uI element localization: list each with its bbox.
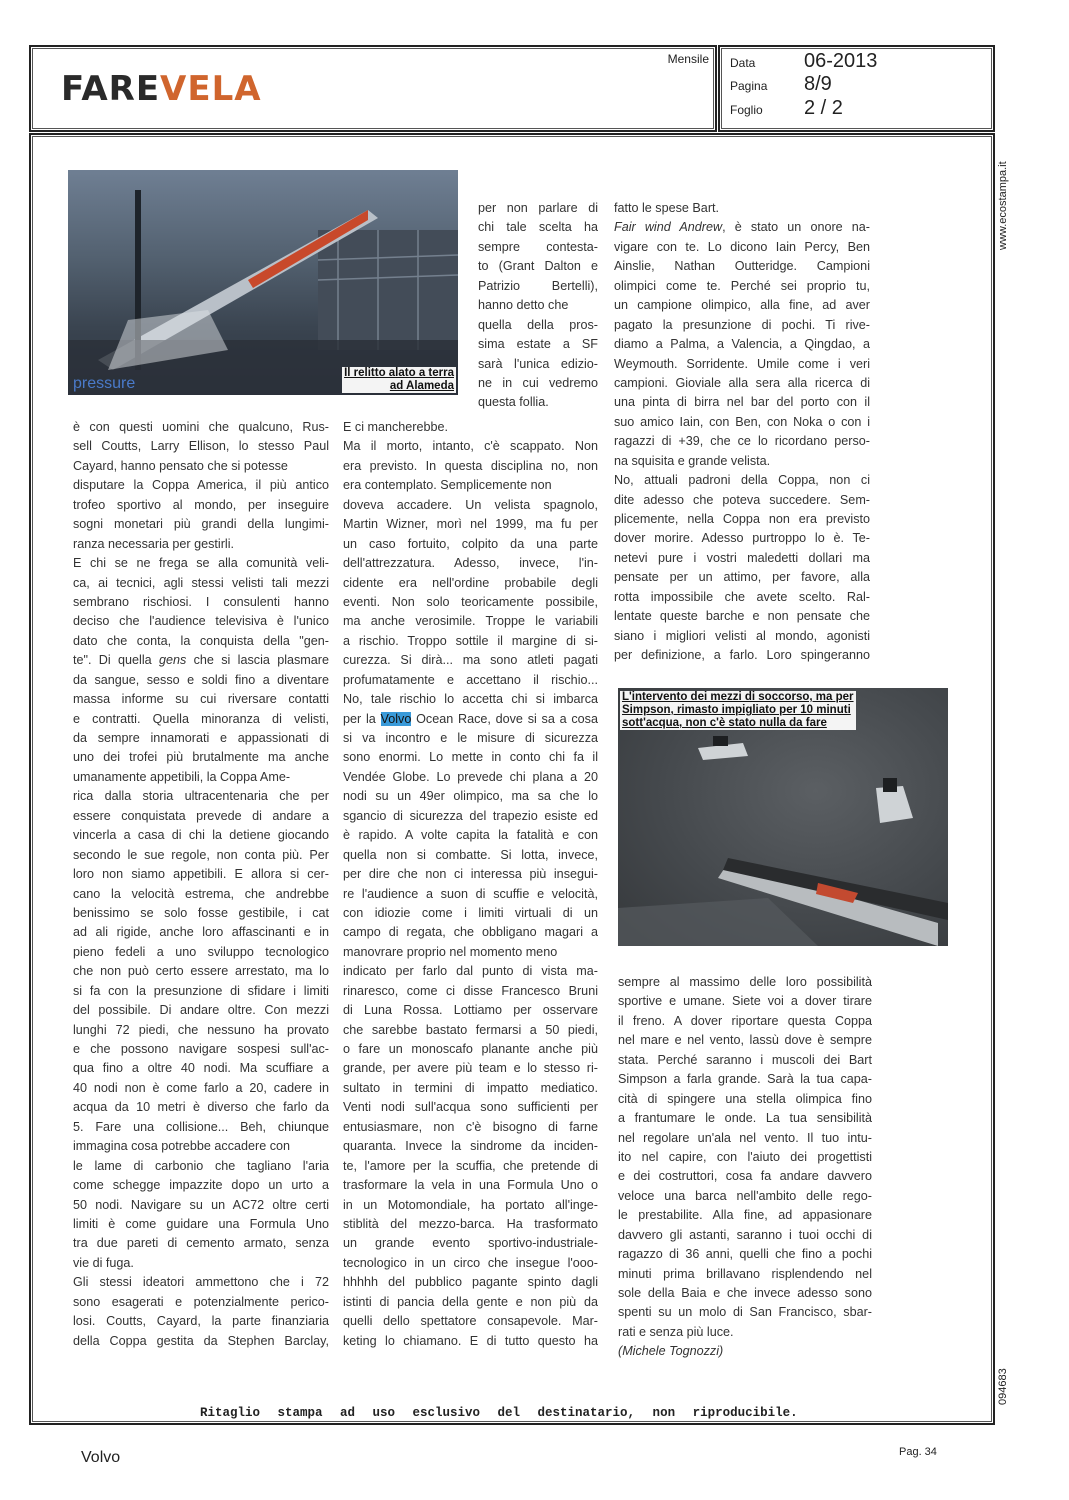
article-column-3	[618, 973, 872, 1362]
text-line: eventi. Non solo teoricamente possibile,	[343, 594, 598, 609]
text-line: No, attuali padroni della Coppa, non ci	[614, 473, 870, 488]
text-line: losi. Coutts, Cayard, la parte finanziaria	[73, 1314, 329, 1329]
text-line: ragazzi di +39, che ce lo ricordano perso-	[614, 434, 870, 449]
text-line: plicemente, nella Coppa non era previsto	[614, 512, 870, 526]
photo-wrecked-wing-graphic	[68, 170, 458, 395]
text-line: il freno. A dover riportare questa Coppa	[618, 1013, 872, 1028]
sheet-row	[730, 97, 843, 119]
text-line: Martin Wizner, morì nel 1999, ma fu per	[343, 517, 598, 532]
text-line: un campione olimpico, alla fine, ad aver	[614, 298, 870, 313]
text-line: Cayard, hanno pensato che si potesse	[73, 458, 288, 473]
text-line: un caso fortuito, colpito da una parte	[343, 536, 598, 551]
text-line: a rischio. Troppo sottile il margine di si-	[343, 633, 598, 648]
date-value: 06-2013	[804, 50, 878, 72]
text-line: e dei costruttori, cosa fa andare davvero	[618, 1169, 872, 1184]
frequency-label: Mensile	[667, 52, 709, 66]
farevela-logo	[61, 69, 262, 109]
page-label: Pagina	[730, 79, 768, 93]
date-row	[730, 50, 878, 72]
text-line: benissimo se solo fosse gestibile, i cat	[73, 905, 329, 920]
text-line: rotta impossibile che avete scelto. Ral-	[614, 589, 870, 604]
text-line: quelli dello spettatore consapevole. Mar-	[343, 1314, 598, 1329]
text-line: si va incontro e le misure di sicurezza	[343, 731, 598, 745]
text-line: massa informe su cui riversare contatti	[73, 692, 329, 707]
text-line: nel mare e nel vento, lassù dove è sempre	[618, 1033, 872, 1048]
text-line: sole della Baia e che invece adesso sono	[618, 1286, 872, 1300]
text-line: E chi se ne frega se alla comunità veli-	[73, 556, 329, 571]
text-line: che sarebbe bastato fermarsi a 50 piedi,	[343, 1022, 598, 1037]
text-line: è rapido. A volte capita la fatalità e con	[343, 828, 598, 843]
text-line: ma anche verosimile. Troppe le variabili	[343, 614, 598, 629]
issue-info-box	[718, 45, 995, 132]
text-line: sono enormi. Lo mette in conto chi fa il	[343, 750, 598, 765]
article-column-1	[73, 418, 329, 1351]
text-line: della Coppa gestita da Stephen Barclay,	[73, 1333, 329, 1348]
text-line: minuti prima brillavano risplendendo nel	[618, 1266, 872, 1281]
text-line: entusiasmare, non c'è bisogno di farne	[343, 1119, 598, 1134]
text-line: tra due pareti di cemento armato, senza	[73, 1236, 329, 1251]
text-line: ad ali rigide, anche loro affascinanti e in	[73, 925, 329, 940]
text-line: davvero gli astanti, saranno i tuoi occhi di	[618, 1227, 872, 1242]
text-line: sgancio di sicurezza del trapezio esiste ed	[343, 808, 598, 823]
text-line: ne in cui vedremo	[478, 375, 598, 390]
text-line: o fare un monoscafo planante anche più	[343, 1042, 598, 1056]
text-line: che non può certo essere arrestato, ma lo	[73, 964, 329, 979]
text-line: nodi su un 49er olimpico, ma sa che lo	[343, 789, 598, 804]
text-line: e contratti. Quella minoranza di velisti,	[73, 711, 329, 726]
text-line: keting lo chiamano. E di tutto questo ha	[343, 1333, 598, 1348]
text-segment: che si lascia plasmare	[186, 653, 329, 668]
text-line: stata. Perché saranno i muscoli dei Bart	[618, 1052, 872, 1067]
text-line: suo amico Iain, con Ben, con Noka o con i	[614, 414, 870, 429]
text-line: Simpson a farla grande. Sarà la tua capa-	[618, 1072, 872, 1087]
text-line: a frantumare le onde. La tua sensibilità	[618, 1111, 872, 1126]
text-line: in un Motomondiale, ha portato all'inge-	[343, 1197, 598, 1212]
caption-line: Simpson, rimasto impigliato per 10 minuti	[622, 704, 851, 716]
text-line: sono esagerati e potenzialmente perico-	[73, 1294, 329, 1309]
text-line: na squisita e grande velista.	[614, 453, 771, 468]
text-line: campioni. Gioviale alla sera alla ricerca di	[614, 375, 870, 390]
text-line: Vendée Globe. Lo prevede chi plana a 20	[343, 769, 598, 784]
website-vertical: www.ecostampa.it	[997, 161, 1009, 250]
photo-wrecked-wing	[68, 170, 458, 395]
text-line: sima estate a SF	[478, 337, 598, 352]
reproduction-notice: Ritaglio stampa ad uso esclusivo del destinatario, non riproducibile.	[200, 1406, 798, 1420]
text-line: sell Coutts, Larry Ellison, lo stesso Paul	[73, 439, 329, 454]
text-line: pensate per un attimo, per favore, alla	[614, 570, 870, 585]
text-line: sempre al massimo delle loro possibilità	[618, 975, 872, 989]
text-line: No, tale rischio lo accetta chi si imbarca	[343, 692, 598, 707]
text-line: da sangue, sesso e soldi fino a diventare	[73, 672, 329, 687]
text-line: cidente era nell'ordine probabile degli	[343, 575, 598, 590]
article-column-2-top	[478, 199, 598, 413]
text-line: le prestabilite. Alla fine, ad appasionare	[618, 1208, 872, 1223]
text-line: rinaresco, come ci disse Francesco Bruni	[343, 983, 598, 998]
page-value: 8/9	[804, 73, 832, 95]
text-line: sempre contesta-	[478, 239, 598, 254]
text-line: siano i migliori velisti al mondo, agonisti	[614, 628, 870, 643]
text-line: Gli stessi ideatori ammettono che i 72	[73, 1275, 329, 1290]
text-line: per definizione, a farlo. Loro spingeranno	[614, 648, 870, 663]
text-line	[614, 218, 870, 237]
masthead-box	[29, 45, 717, 132]
italic-text: (Michele Tognozzi)	[618, 1344, 724, 1359]
text-line	[343, 710, 598, 729]
text-line: Ainslie, Nathan Outteridge. Campioni	[614, 259, 870, 274]
text-line: hhhhh del pubblico pagante spinto dagli	[343, 1275, 598, 1290]
text-line: una pinta di birra nel bar del porto con il	[614, 395, 870, 410]
text-line: campo di regata, che obbligano magari a	[343, 925, 598, 940]
caption-line: Il relitto alato a terra	[344, 367, 454, 379]
text-line: vie di fuga.	[73, 1255, 134, 1270]
text-line: 5. Fare una collisione... Beh, chiunque	[73, 1119, 329, 1134]
text-line: era contemplato. Semplicemente non	[343, 478, 552, 493]
text-line: umanamente appetibili, la Coppa Ame-	[73, 769, 291, 784]
text-line	[73, 651, 329, 670]
text-line: ito nel capire, con l'aiuto dei progettisti	[618, 1149, 872, 1164]
text-line: re l'audience a suon di scuffie e velocità,	[343, 886, 598, 901]
text-line: da sempre innamorati e appassionati di	[73, 731, 329, 745]
text-line: per dire che non ci interessa più insegui-	[343, 867, 598, 882]
text-line: lunghi 72 piedi, che nessuno ha provato	[73, 1022, 329, 1037]
text-line: indicato per farlo dal punto di vista ma-	[343, 964, 598, 979]
text-line: era previsto. In questa disciplina no, non	[343, 458, 598, 473]
text-line: curezza. Si dirà... ma sono atleti pagati	[343, 653, 598, 668]
text-line: Venti nodi sull'acqua sono sufficienti per	[343, 1100, 598, 1115]
text-line: tecnologico in un circo che insegue l'ooo-	[343, 1255, 598, 1270]
date-label: Data	[730, 56, 756, 70]
text-line: doveva accadere. Un velista spagnolo,	[343, 497, 598, 512]
text-line: stiblità del mezzo-barca. Ha trasformato	[343, 1216, 598, 1231]
text-line: trofeo sportivo al mondo, per inseguire	[73, 497, 329, 512]
page-row	[730, 73, 832, 95]
text-line: e che possono navigare sospesi sull'ac-	[73, 1042, 329, 1056]
text-line: Patrizio Bertelli),	[478, 278, 598, 293]
text-line: per non parlare di	[478, 201, 598, 215]
italic-text: gens	[158, 653, 187, 668]
text-line	[618, 1342, 872, 1361]
text-line: cità di spingere una stella olimpica fino	[618, 1091, 872, 1106]
article-column-3-top	[614, 199, 870, 666]
text-line: to (Grant Dalton e	[478, 259, 598, 274]
text-line: ranza necessaria per gestirli.	[73, 536, 234, 551]
text-line: uno dei trofei più brutalmente ma anche	[73, 750, 329, 765]
text-line: quella non si combatte. Si lotta, invece,	[343, 847, 598, 862]
text-segment: te". Di quella	[73, 653, 159, 668]
article-column-2	[343, 418, 598, 1351]
text-segment: per la	[343, 711, 381, 726]
text-line: hanno detto che	[478, 298, 569, 313]
text-line: Ma il morto, intanto, c'è scappato. Non	[343, 439, 598, 454]
text-line: pieno fedeli a uno sviluppo tecnologico	[73, 944, 329, 959]
text-line: lentate queste barche e non pensate che	[614, 609, 870, 624]
text-line: olimpici come te. Perché sei proprio tu,	[614, 278, 870, 293]
text-line: dite adesso che poteva succedere. Sem-	[614, 492, 870, 507]
text-line: con idiozie come i limiti virtuali di un	[343, 905, 598, 920]
photo2-caption	[620, 691, 856, 730]
text-line: veloce una barca nell'ambito delle rego-	[618, 1188, 872, 1203]
photo1-caption	[342, 367, 456, 393]
text-line: un grande evento sportivo-industriale-	[343, 1236, 598, 1251]
text-line: pagato la presunzione di pochi. Ti rive-	[614, 317, 870, 332]
text-line: si fa con la presunzione di sfidare i limiti	[73, 983, 329, 998]
text-line: qua fino a oltre 40 nodi. Ma scuffiare a	[73, 1061, 329, 1076]
text-line: spenti su un molo di San Francisco, sbar-	[618, 1305, 872, 1320]
clip-code-vertical: 094683	[997, 1368, 1009, 1405]
text-line: quaranta. Invece la sindrome da inciden-	[343, 1139, 598, 1154]
text-line: immagina cosa potrebbe accadere con	[73, 1139, 291, 1154]
text-line: vincerla a casa di chi la detiene giocando	[73, 828, 329, 843]
italic-text: Fair wind Andrew	[614, 220, 723, 235]
text-line: dato che conta, la conquista della "gen-	[73, 633, 329, 648]
sheet-value: 2 / 2	[804, 97, 843, 119]
text-line: cano la velocità estrema, che andrebbe	[73, 886, 329, 901]
text-line: limiti è come guidare una Formula Uno	[73, 1216, 329, 1231]
photo-rescue-boats	[618, 688, 948, 946]
text-line: sembrano rischiosi. I consulenti hanno	[73, 594, 329, 609]
text-line: questa follia.	[478, 395, 549, 410]
text-line: del possibile. Di andare oltre. Con mezzi	[73, 1003, 329, 1018]
text-line: acqua da 10 metri è diverso che farlo da	[73, 1100, 329, 1115]
text-line: diamo a Palma, a Valencia, a Qingdao, a	[614, 337, 870, 352]
text-line: E ci mancherebbe.	[343, 420, 449, 434]
text-line: rica dalla storia ultracentenaria che per	[73, 789, 329, 804]
text-line: secondo le sue regole, non conta più. Per	[73, 847, 329, 862]
text-line: è con questi uomini che qualcuno, Rus-	[73, 420, 329, 434]
text-line: dover morire. Adesso purtroppo lo è. Te-	[614, 531, 870, 546]
text-line: essere conquistata prevede di andare a	[73, 808, 329, 823]
text-line: nel regolare un'ala nel vento. Il tuo intu-	[618, 1130, 872, 1145]
highlighted-keyword: Volvo	[380, 711, 412, 726]
caption-line: sott'acqua, non c'è stato nulla da fare	[622, 717, 827, 729]
text-line: netevi pure i vostri maledetti dollari ma	[614, 550, 870, 565]
text-line: trasformare la vela in una Formula Uno o	[343, 1178, 598, 1193]
text-line: manovrare proprio nel momento meno	[343, 944, 558, 959]
photo-watermark: pressure	[73, 375, 136, 392]
keyword-label: Volvo	[81, 1449, 121, 1466]
text-segment: Ocean Race, dove si sa a cosa	[411, 711, 598, 726]
text-line: sultato in termini di impatto mediatico.	[343, 1080, 598, 1095]
text-line: loro non siamo appetibili. E allora si cer-	[73, 867, 329, 882]
text-line: ca, ai tecnici, agli stessi velisti tali mezzi	[73, 575, 329, 590]
text-line: profumatamente e accettano il rischio...	[343, 672, 598, 687]
text-line: sportive e umane. Siete voi a dover tirare	[618, 994, 872, 1009]
text-line: grande, per avere più team e lo stesso ri-	[343, 1061, 598, 1076]
text-line: sogni monetari più grandi della lungimi-	[73, 517, 329, 532]
text-line: chi tale scelta ha	[478, 220, 598, 235]
text-line: dell'attrezzatura. Adesso, invece, l'in-	[343, 556, 598, 571]
text-line: quella della pros-	[478, 317, 598, 332]
sheet-label: Foglio	[730, 103, 763, 117]
logo-part-vela: VELA	[160, 69, 262, 109]
text-line: sarà l'unica edizio-	[478, 356, 598, 371]
text-line: rati e senza più luce.	[618, 1324, 734, 1339]
text-line: le lame di carbonio che tagliano l'aria	[73, 1158, 329, 1173]
page-number: Pag. 34	[899, 1446, 937, 1458]
text-line: fatto le spese Bart.	[614, 201, 720, 215]
caption-line: L'intervento dei mezzi di soccorso, ma per	[622, 691, 854, 703]
text-segment: , è stato un onore na-	[722, 220, 870, 235]
text-line: ragazzo di 36 anni, quelli che fino a pochi	[618, 1247, 872, 1262]
text-line: come schegge impazzite dopo un urto a	[73, 1178, 329, 1193]
text-line: deciso che l'audience televisiva è l'unico	[73, 614, 329, 629]
text-line: 40 nodi non è come farlo a 20, cadere in	[73, 1080, 329, 1095]
text-line: vigare con te. Lo dicono Iain Percy, Ben	[614, 239, 870, 254]
text-line: istinti di pancia della gente e non più da	[343, 1294, 598, 1309]
logo-part-fare: FARE	[61, 69, 161, 109]
text-line: te, l'amore per la scuffia, che pretende di	[343, 1158, 598, 1173]
text-line: di Luna Rossa. Lottiamo per osservare	[343, 1003, 598, 1018]
caption-line: ad Alameda	[389, 380, 454, 392]
text-line: 50 nodi. Navigare su un AC72 oltre certi	[73, 1197, 329, 1212]
text-line: disputare la Coppa America, il più antico	[73, 478, 329, 493]
text-line: Weymouth. Sorridente. Umile come i veri	[614, 356, 870, 371]
